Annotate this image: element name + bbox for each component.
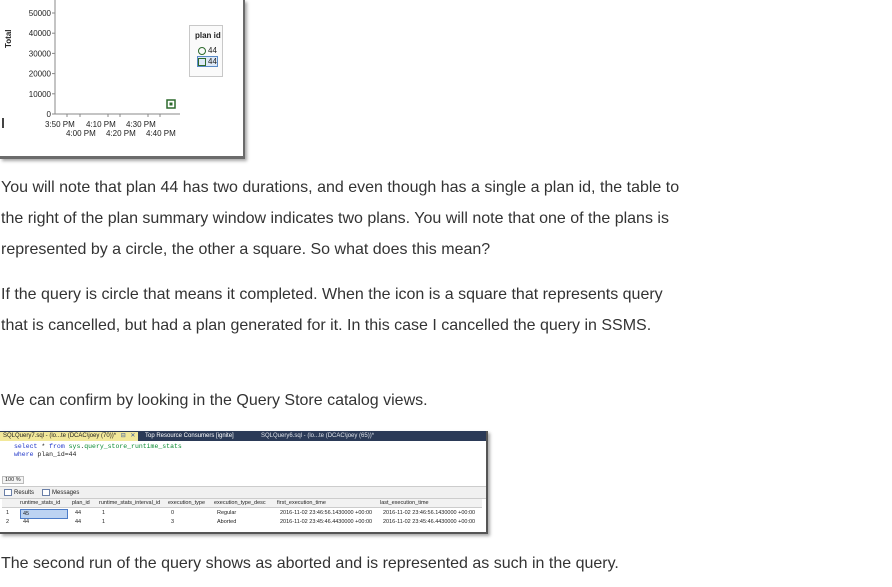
close-icon[interactable]: ✕	[130, 433, 136, 439]
grid-cell-runtime_stats_id[interactable]: 45	[20, 509, 68, 519]
zoom-level-select[interactable]: 100 %	[2, 476, 24, 484]
grid-cell-execution_type_desc[interactable]: Aborted	[217, 519, 237, 525]
legend-title: plan id	[195, 31, 221, 40]
grid-cell-execution_type[interactable]: 3	[171, 519, 175, 525]
legend-item-square[interactable]	[198, 57, 217, 66]
grid-cell-execution_type_desc[interactable]: Regular	[217, 510, 237, 516]
column-header-execution_type_desc[interactable]: execution_type_desc	[214, 500, 266, 506]
grid-icon	[4, 489, 12, 496]
tab-sqlquery6[interactable]: SQLQuery6.sql - (lo...te (DCAC\joey (65))*	[261, 433, 375, 439]
grid-cell-first_execution_time[interactable]: 2016-11-02 23:45:46.4430000 +00:00	[280, 519, 373, 525]
circle-marker-icon	[198, 47, 206, 55]
grid-cell-runtime_stats_interval_id[interactable]: 1	[102, 510, 106, 516]
y-tick-label: 10000	[28, 89, 51, 99]
column-header-runtime_stats_interval_id[interactable]: runtime_stats_interval_id	[99, 500, 161, 506]
paragraph-aborted: The second run of the query shows as aborted and is represented as such in the query.	[1, 555, 619, 572]
y-tick-label: 50000	[28, 9, 51, 18]
chart-legend[interactable]	[189, 25, 223, 77]
results-tab-strip	[0, 486, 486, 499]
x-tick-label: 4:10 PM	[86, 120, 116, 129]
paragraph-plan-durations: You will note that plan 44 has two durations, and even though has a single a plan id, the table to the right of the plan summary window indicates two plans. You will note that one of the plans is represented by a circle, the other a square. So what does this mean?	[1, 179, 680, 258]
square-marker-icon	[198, 58, 206, 66]
editor-tab-bar	[0, 431, 486, 441]
x-tick-label: 4:20 PM	[106, 129, 136, 138]
grid-cell-last_execution_time[interactable]: 2016-11-02 23:46:56.1430000 +00:00	[383, 510, 476, 516]
grid-cell-execution_type[interactable]: 0	[171, 510, 175, 516]
code-line-2: where plan_id=44	[14, 451, 77, 458]
column-header-runtime_stats_id[interactable]: runtime_stats_id	[20, 500, 61, 506]
y-tick-label: 40000	[28, 29, 51, 39]
grid-cell-runtime_stats_interval_id[interactable]: 1	[102, 519, 106, 525]
x-tick-label: 4:30 PM	[126, 120, 156, 129]
grid-cell-last_execution_time[interactable]: 2016-11-02 23:45:46.4430000 +00:00	[383, 519, 476, 525]
y-axis-label: Total	[4, 29, 13, 48]
tab-results[interactable]: Results	[4, 489, 34, 496]
legend-item-circle[interactable]	[198, 46, 217, 55]
y-tick-label: 0	[46, 110, 51, 119]
query-editor[interactable]	[14, 443, 182, 459]
y-tick-label: 20000	[28, 69, 51, 79]
column-header-last_execution_time[interactable]: last_execution_time	[380, 500, 429, 506]
grid-cell-plan_id[interactable]: 44	[75, 519, 82, 525]
row-number[interactable]: 2	[6, 519, 10, 525]
tab-messages[interactable]: Messages	[42, 489, 79, 496]
tab-label: SQLQuery7.sql - (lo...te (DCAC\joey (70))*	[3, 433, 117, 439]
ssms-screenshot	[0, 431, 488, 534]
chart-plot	[0, 0, 243, 156]
messages-icon	[42, 489, 50, 496]
x-tick-label: 3:50 PM	[45, 120, 75, 129]
column-header-plan_id[interactable]: plan_id	[72, 500, 90, 506]
column-header-execution_type[interactable]: execution_type	[168, 500, 205, 506]
tab-sqlquery7[interactable]	[0, 432, 138, 441]
query-store-chart-screenshot	[0, 0, 245, 159]
row-number[interactable]: 1	[6, 510, 10, 516]
data-point-square-inner	[170, 103, 173, 106]
paragraph-circle-square: If the query is circle that means it completed. When the icon is a square that represents query that is cancelled, but had a plan generated for it. In this case I cancelled the query in SSMS.	[1, 286, 663, 334]
legend-label: 44	[208, 57, 217, 66]
pin-icon[interactable]: ⊟	[120, 433, 126, 439]
paragraph-catalog-views: We can confirm by looking in the Query Store catalog views.	[1, 392, 428, 409]
grid-cell-runtime_stats_id[interactable]: 44	[23, 519, 30, 525]
legend-label: 44	[208, 46, 217, 55]
column-header-first_execution_time[interactable]: first_execution_time	[277, 500, 326, 506]
tab-top-resource-consumers[interactable]: Top Resource Consumers [ignite]	[145, 433, 234, 439]
x-tick-label: 4:40 PM	[146, 129, 176, 138]
y-tick-label: 30000	[28, 49, 51, 59]
x-tick-label: 4:00 PM	[66, 129, 96, 138]
grid-cell-first_execution_time[interactable]: 2016-11-02 23:46:56.1430000 +00:00	[280, 510, 373, 516]
code-line-1: select * from sys.query_store_runtime_stats	[14, 443, 182, 450]
grid-cell-plan_id[interactable]: 44	[75, 510, 82, 516]
